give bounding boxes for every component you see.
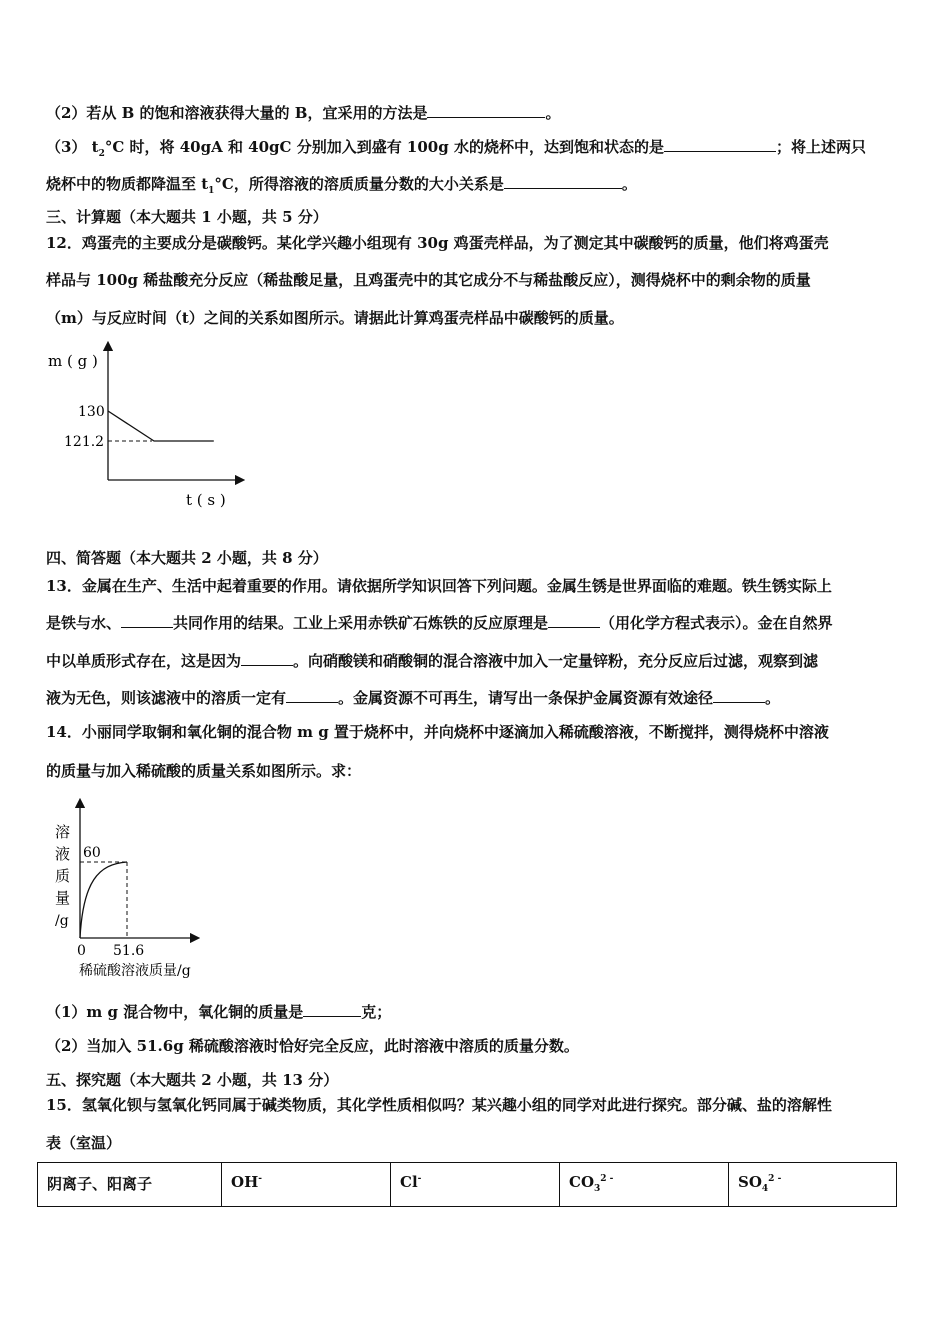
mass-time-chart — [40, 338, 260, 518]
section-title: 三、计算题（本大题共 1 小题，共 5 分） — [46, 208, 328, 226]
series-curve — [80, 862, 127, 938]
answer-blank[interactable] — [427, 103, 545, 118]
q14-sub1: （1）m g 混合物中，氧化铜的质量是 克； — [46, 1003, 392, 1021]
q11-part2: （2）若从 B 的饱和溶液获得大量的 B，宜采用的方法是 。 — [46, 104, 561, 122]
solution-mass-chart — [45, 795, 245, 985]
q13-line: 13．金属在生产、生活中起着重要的作用。请依据所学知识回答下列问题。金属生锈是世界面临的难题。铁生锈实际上 — [46, 577, 832, 595]
x-tick-label: 0 — [77, 943, 86, 959]
table-row — [38, 1163, 897, 1207]
q13-line: 是铁与水、 共同作用的结果。工业上采用赤铁矿石炼铁的反应原理是 （用化学方程式表示）。金在自然界 — [46, 614, 833, 632]
y-axis-label-char: 质 — [55, 867, 71, 885]
answer-blank[interactable] — [548, 613, 600, 628]
q12-line: （m）与反应时间（t）之间的关系如图所示。请据此计算鸡蛋壳样品中碳酸钙的质量。 — [46, 309, 624, 327]
y-axis-label-char: /g — [55, 913, 69, 929]
y-tick-label: 121.2 — [64, 434, 105, 450]
y-tick-label: 60 — [83, 845, 101, 861]
table-header-cell: Cl- — [391, 1163, 560, 1207]
q11-part3-cont: 烧杯中的物质都降温至 $t_1^\circ C$，所得溶液的溶质质量分数的大小关系是 。 — [46, 175, 637, 196]
x-axis-label: t ( s ) — [186, 491, 226, 509]
q15-line: 表（室温） — [46, 1134, 122, 1152]
answer-blank[interactable] — [713, 688, 765, 703]
x-axis-label: 稀硫酸溶液质量/g — [79, 963, 191, 979]
y-axis-label-char: 液 — [55, 845, 71, 863]
q13-line: 中以单质形式存在，这是因为 。向硝酸镁和硝酸铜的混合溶液中加入一定量锌粉，充分反应后过滤，观察到滤 — [46, 652, 819, 670]
table-header-cell: $SO_4^{2 -}$ — [729, 1163, 897, 1207]
answer-blank[interactable] — [664, 137, 776, 152]
q14-line: 14．小丽同学取铜和氧化铜的混合物 m g 置于烧杯中，并向烧杯中逐滴加入稀硫酸溶液，不断搅拌，测得烧杯中溶液 — [46, 723, 829, 741]
table-header-cell: 阴离子、阳离子 — [38, 1163, 222, 1207]
y-axis-label: m ( g ) — [48, 352, 98, 370]
answer-blank[interactable] — [303, 1002, 361, 1017]
section-title: 五、探究题（本大题共 2 小题，共 13 分） — [46, 1071, 339, 1089]
answer-blank[interactable] — [286, 688, 338, 703]
q12-line: 12．鸡蛋壳的主要成分是碳酸钙。某化学兴趣小组现有 30g 鸡蛋壳样品，为了测定其中碳酸钙的质量，他们将鸡蛋壳 — [46, 234, 829, 252]
q15-line: 15．氢氧化钡与氢氧化钙同属于碱类物质，其化学性质相似吗？某兴趣小组的同学对此进行探究。部分碱、盐的溶解性 — [46, 1096, 832, 1114]
q14-sub2: （2）当加入 51.6g 稀硫酸溶液时恰好完全反应，此时溶液中溶质的质量分数。 — [46, 1037, 579, 1055]
solubility-table — [37, 1162, 897, 1207]
section-title: 四、简答题（本大题共 2 小题，共 8 分） — [46, 549, 328, 567]
table-header-cell: $CO_3^{2 -}$ — [560, 1163, 729, 1207]
q11-part3: （3） $t_2^\circ C$ 时，将 40gA 和 40gC 分别加入到盛有 100g 水的烧杯中，达到饱和状态的是 ；将上述两只 — [46, 138, 866, 159]
y-tick-label: 130 — [78, 404, 105, 420]
table-header-cell: OH- — [222, 1163, 391, 1207]
series-line — [108, 411, 214, 441]
y-axis-label-char: 溶 — [55, 823, 71, 841]
y-axis-label-char: 量 — [55, 889, 71, 907]
q12-line: 样品与 100g 稀盐酸充分反应（稀盐酸足量，且鸡蛋壳中的其它成分不与稀盐酸反应），测得烧杯中的剩余物的质量 — [46, 271, 811, 289]
answer-blank[interactable] — [121, 613, 173, 628]
answer-blank[interactable] — [241, 651, 293, 666]
q14-line: 的质量与加入稀硫酸的质量关系如图所示。求： — [46, 762, 362, 780]
q13-line: 液为无色，则该滤液中的溶质一定有 。金属资源不可再生，请写出一条保护金属资源有效途径 。 — [46, 689, 781, 707]
answer-blank[interactable] — [504, 174, 622, 189]
x-tick-label: 51.6 — [113, 943, 145, 959]
